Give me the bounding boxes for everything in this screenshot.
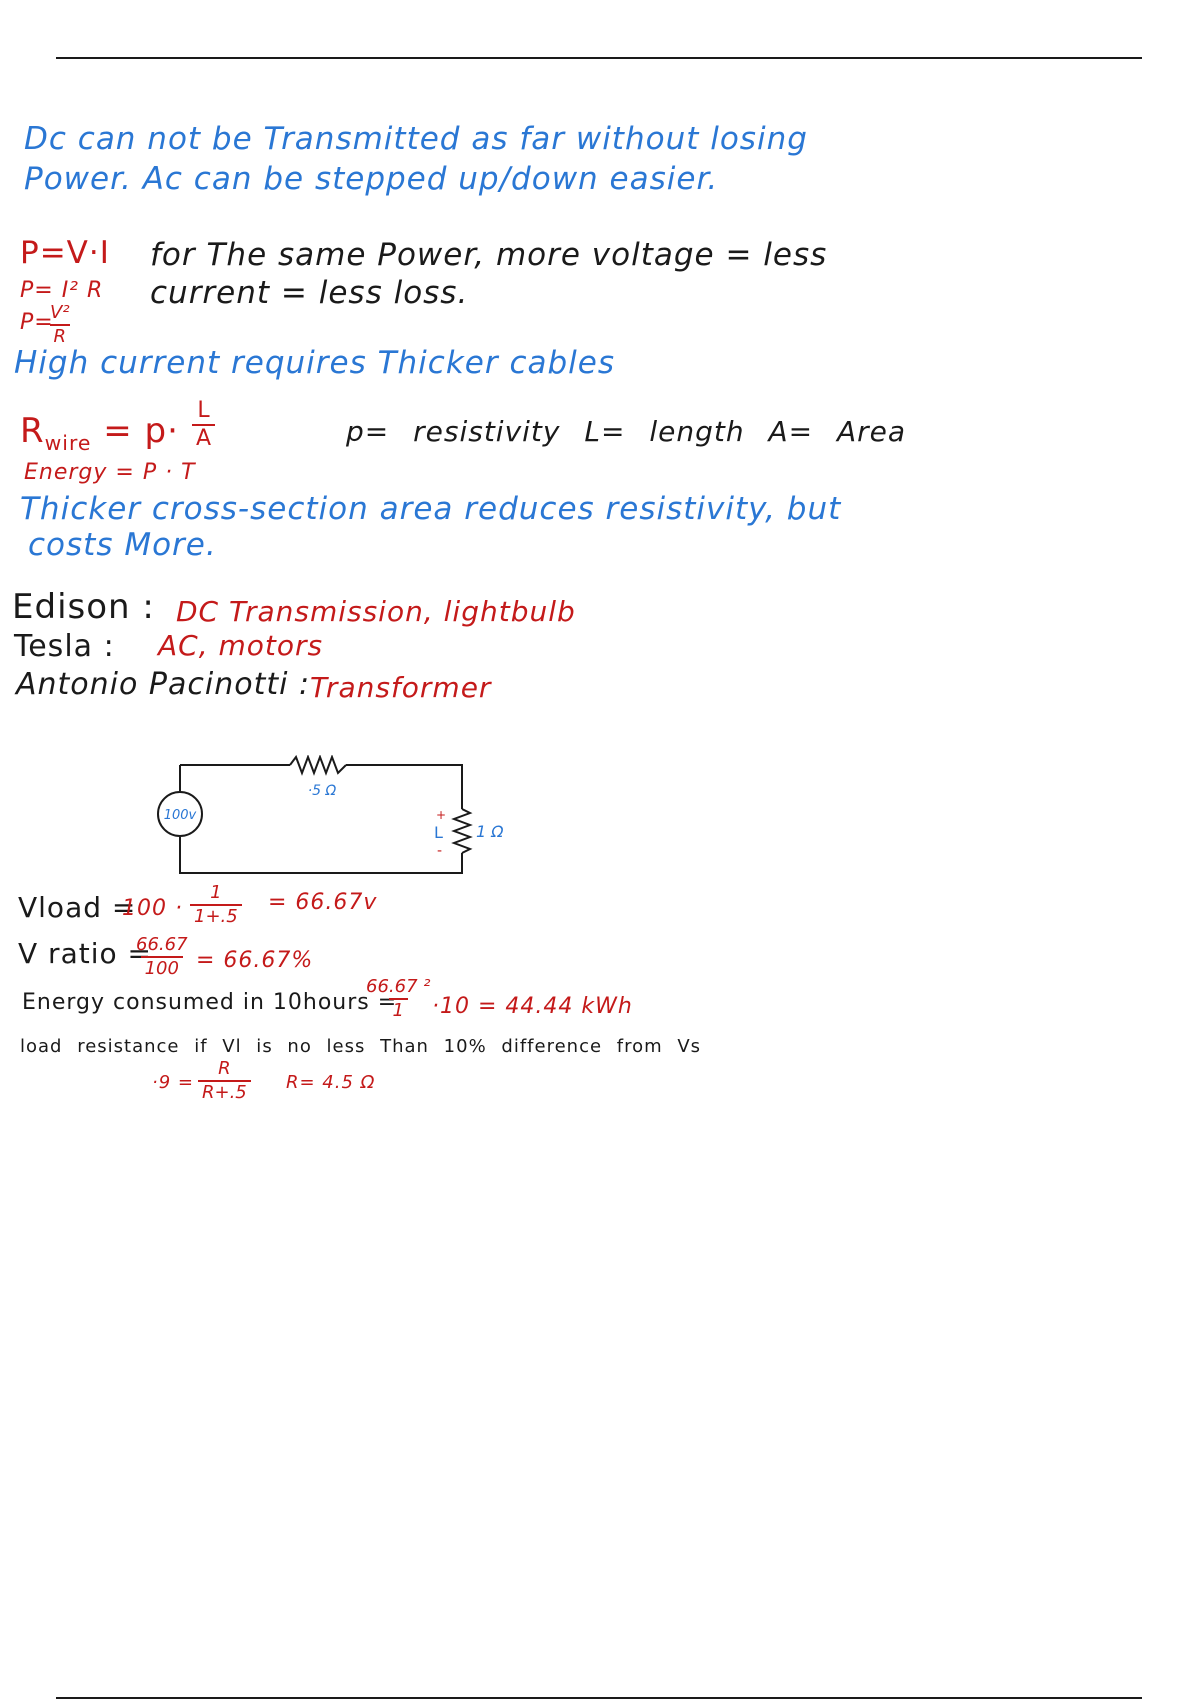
vload-lhs: Vload = (18, 891, 137, 924)
power-formula-v2r-den: R (50, 324, 71, 346)
rwire-eq: = p· (103, 411, 179, 451)
final-fraction (198, 1060, 251, 1102)
tesla-label: Tesla : (14, 629, 115, 664)
edison-label: Edison : (12, 587, 155, 627)
load-minus: - (437, 843, 443, 859)
top-rule (56, 57, 1142, 59)
energy-consumed-den: 1 (389, 998, 408, 1020)
rwire-fraction (192, 400, 215, 450)
vratio-result: = 66.67% (196, 948, 314, 973)
energy-formula: Energy = P · T (24, 460, 196, 485)
vload-num: 1 (210, 882, 222, 903)
wire-resistor-label: ·5 Ω (307, 783, 337, 799)
final-num: R (218, 1058, 231, 1079)
rwire-den: A (192, 424, 215, 450)
edison-value: DC Transmission, lightbulb (176, 595, 576, 628)
rho-definitions: p= resistivity L= length A= Area (346, 415, 907, 448)
thicker-line-1: Thicker cross-section area reduces resistivity, but (20, 491, 842, 527)
final-result: R= 4.5 Ω (286, 1072, 376, 1093)
rwire-num: L (197, 398, 210, 423)
rwire-formula (20, 411, 179, 455)
vratio-num: 66.67 (136, 934, 188, 955)
power-formula-i2r: P= I² R (20, 278, 104, 303)
rwire-lhs: R (20, 411, 45, 451)
circuit-wires (180, 765, 462, 873)
vload-result: = 66.67v (268, 890, 378, 915)
load-resistor-label: 1 Ω (476, 822, 504, 841)
energy-consumed-result: ·10 = 44.44 kWh (432, 994, 633, 1019)
power-formula-v2r-num: V² (50, 302, 70, 323)
energy-consumed-lhs: Energy consumed in 10hours = (22, 990, 398, 1015)
final-den: R+.5 (198, 1080, 251, 1102)
load-letter: L (434, 823, 443, 842)
power-formula-vi: P=V·I (20, 235, 110, 271)
power-formula-v2r-lhs: P= (20, 310, 54, 335)
final-lhs: ·9 = (152, 1072, 194, 1093)
power-line-2: current = less loss. (150, 275, 469, 311)
antonio-label: Antonio Pacinotti : (16, 667, 311, 702)
vload-fraction (190, 884, 242, 926)
dc-line-1: Dc can not be Transmitted as far without losing (24, 121, 808, 157)
energy-consumed-num: 66.67 ² (366, 976, 431, 997)
vload-100: 100 · (122, 896, 183, 921)
load-resistance-line: load resistance if Vl is no less Than 10% difference from Vs (20, 1036, 702, 1057)
thicker-line-2: costs More. (28, 527, 217, 563)
power-formula-v2r-fraction (46, 304, 74, 346)
tesla-value: AC, motors (158, 629, 324, 662)
dc-line-2: Power. Ac can be stepped up/down easier. (24, 161, 719, 197)
bottom-rule (56, 1697, 1142, 1699)
power-line-1: for The same Power, more voltage = less (150, 237, 828, 273)
vratio-den: 100 (141, 956, 183, 978)
vratio-fraction (132, 936, 192, 978)
high-current-line: High current requires Thicker cables (14, 345, 616, 381)
load-resistor-zigzag (454, 809, 470, 853)
rwire-sub: wire (44, 430, 92, 455)
vratio-lhs: V ratio = (18, 937, 152, 970)
voltage-source-label: 100v (163, 808, 197, 823)
vload-den: 1+.5 (190, 904, 242, 926)
wire-resistor-zigzag (290, 757, 346, 773)
load-plus: + (436, 808, 447, 822)
antonio-value: Transformer (310, 671, 492, 704)
energy-consumed-fraction (362, 978, 434, 1020)
